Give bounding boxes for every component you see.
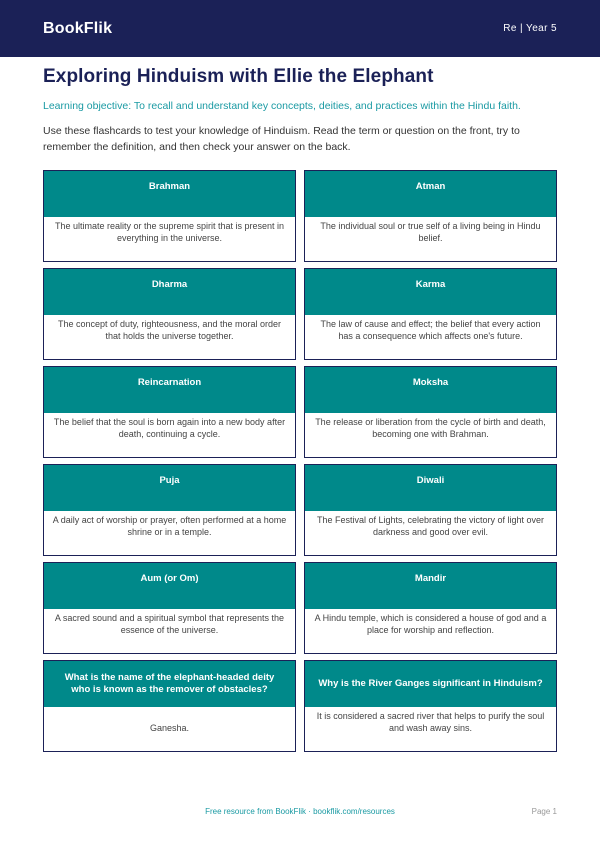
- flashcard-front: Karma: [305, 269, 556, 315]
- flashcard-front: Diwali: [305, 465, 556, 511]
- flashcard-front: Atman: [305, 171, 556, 217]
- subject-year: Re | Year 5: [503, 23, 557, 34]
- intro-text: Use these flashcards to test your knowledge of Hinduism. Read the term or question on the front, try to remember the definition, and then check your answer on the back.: [43, 125, 520, 153]
- flashcard-front: Aum (or Om): [44, 563, 295, 609]
- flashcard-front: Moksha: [305, 367, 556, 413]
- flashcard-back: The law of cause and effect; the belief that every action has a consequence which affects one's future.: [320, 319, 541, 341]
- flashcard-front: Mandir: [305, 563, 556, 609]
- flashcard: [43, 660, 296, 752]
- flashcard: [43, 464, 296, 556]
- flashcard-front: Dharma: [44, 269, 295, 315]
- flashcard: [304, 268, 557, 360]
- brand-logo: BookFlik: [43, 19, 113, 37]
- flashcard-back: The individual soul or true self of a living being in Hindu belief.: [320, 221, 541, 243]
- flashcard: [43, 170, 296, 262]
- flashcard-front: Puja: [44, 465, 295, 511]
- flashcard-back: The belief that the soul is born again into a new body after death, continuing a cycle.: [53, 417, 286, 439]
- flashcard-grid: [43, 170, 557, 752]
- header-bar: [0, 0, 600, 57]
- flashcard-back: A daily act of worship or prayer, often performed at a home shrine or in a temple.: [52, 515, 287, 537]
- flashcard: [43, 366, 296, 458]
- footer-credit: Free resource from BookFlik · bookflik.com/resources: [205, 807, 395, 816]
- flashcard-back: The Festival of Lights, celebrating the victory of light over darkness and good over evil.: [316, 515, 545, 537]
- flashcard: [43, 268, 296, 360]
- flashcard-back: A sacred sound and a spiritual symbol that represents the essence of the universe.: [54, 613, 285, 635]
- flashcard-back: Ganesha.: [149, 723, 190, 734]
- flashcard-front: What is the name of the elephant-headed deity who is known as the remover of obstacles?: [44, 661, 295, 707]
- flashcard-back: It is considered a sacred river that helps to purify the soul and wash away sins.: [316, 711, 545, 733]
- flashcard: [304, 660, 557, 752]
- flashcard-back: The concept of duty, righteousness, and the moral order that holds the universe together.: [58, 319, 281, 341]
- flashcard-front: Brahman: [44, 171, 295, 217]
- flashcard-back: The ultimate reality or the supreme spirit that is present in everything in the universe.: [54, 221, 285, 243]
- learning-objective: Learning objective: To recall and understand key concepts, deities, and practices within the Hindu faith.: [43, 100, 521, 112]
- flashcard-back: The release or liberation from the cycle of birth and death, becoming one with Brahman.: [315, 417, 546, 439]
- page-number: Page 1: [531, 807, 557, 816]
- flashcard: [304, 170, 557, 262]
- flashcard-back: A Hindu temple, which is considered a house of god and a place for worship and reflection.: [314, 613, 547, 635]
- flashcard: [304, 366, 557, 458]
- flashcard-front: Reincarnation: [44, 367, 295, 413]
- flashcard-front: Why is the River Ganges significant in Hinduism?: [305, 661, 556, 707]
- flashcard: [43, 562, 296, 654]
- page-title: Exploring Hinduism with Ellie the Elephant: [43, 66, 434, 87]
- flashcard: [304, 464, 557, 556]
- flashcard: [304, 562, 557, 654]
